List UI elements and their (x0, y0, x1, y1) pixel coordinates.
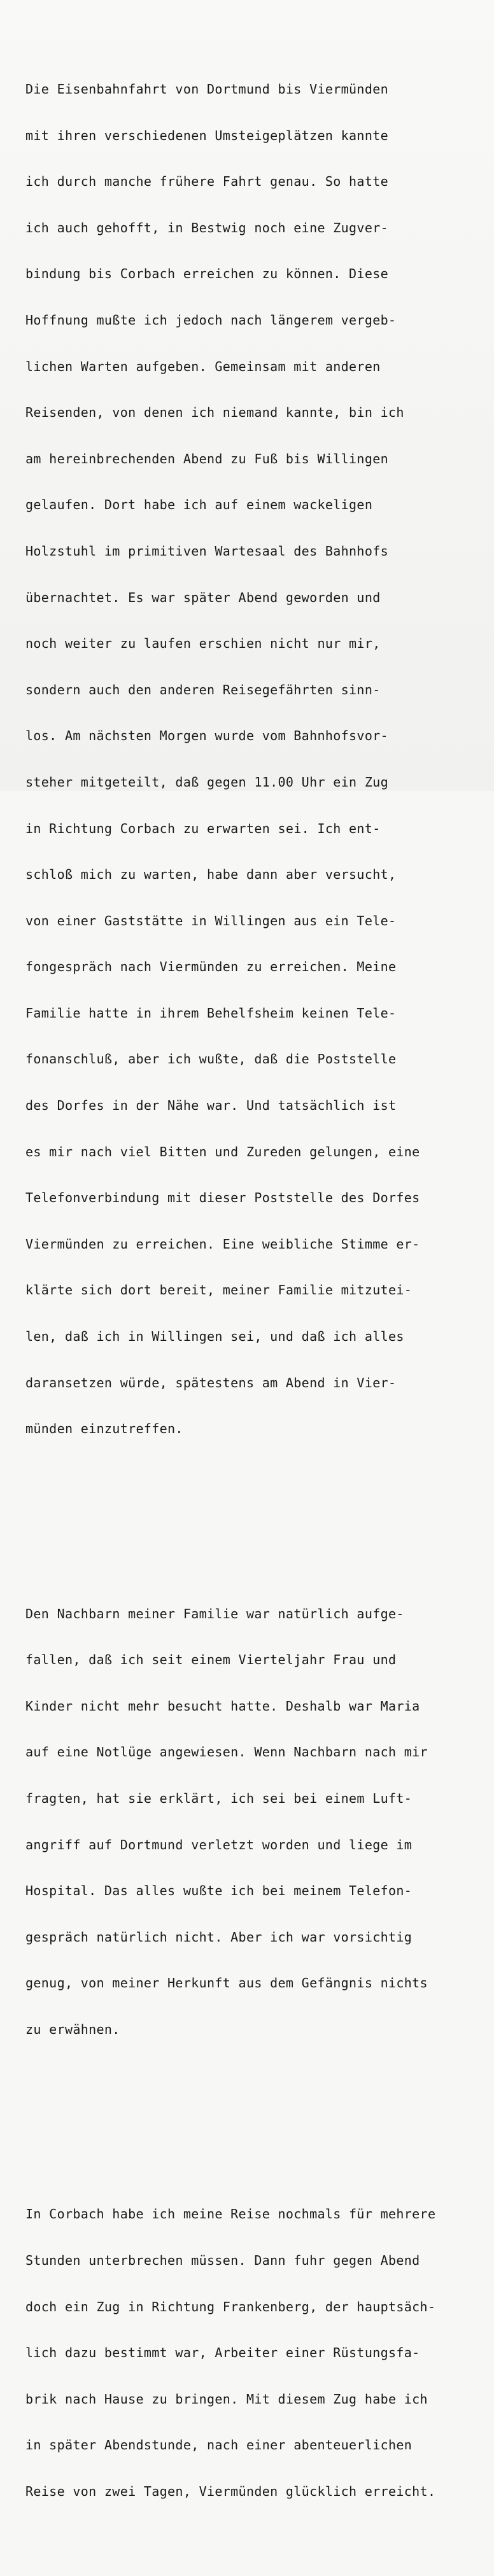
text-line: lichen Warten aufgeben. Gemeinsam mit anderen (25, 358, 381, 374)
text-line: des Dorfes in der Nähe war. Und tatsächlich ist (25, 1098, 397, 1114)
text-line: auf eine Notlüge angewiesen. Wenn Nachbarn nach mir (25, 1744, 428, 1760)
text-line: mit ihren verschiedenen Umsteigeplätzen kannte (25, 127, 388, 143)
text-line: schloß mich zu warten, habe dann aber versucht, (25, 867, 397, 883)
text-line: In Corbach habe ich meine Reise nochmals für mehrere (25, 2206, 436, 2222)
text-line: Den Nachbarn meiner Familie war natürlich aufge- (25, 1606, 404, 1621)
text-line: fonanschluß, aber ich wußte, daß die Poststelle (25, 1051, 397, 1067)
text-line: münden einzutreffen. (25, 1421, 183, 1437)
text-line: am hereinbrechenden Abend zu Fuß bis Willingen (25, 451, 388, 466)
text-line: von einer Gaststätte in Willingen aus ein Tele- (25, 913, 397, 928)
text-line: steher mitgeteilt, daß gegen 11.00 Uhr ein Zug (25, 774, 388, 790)
text-line: fragten, hat sie erklärt, ich sei bei einem Luft- (25, 1791, 413, 1807)
text-line: doch ein Zug in Richtung Frankenberg, der hauptsäch- (25, 2299, 436, 2314)
text-line: genug, von meiner Herkunft aus dem Gefängnis nichts (25, 1975, 428, 1991)
paragraph-spacer (25, 1513, 494, 1529)
text-line: zu erwähnen. (25, 2021, 120, 2037)
text-line: los. Am nächsten Morgen wurde vom Bahnhofsvor- (25, 728, 388, 744)
text-line: Viermünden zu erreichen. Eine weibliche Stimme er- (25, 1236, 420, 1252)
text-line: Die Eisenbahnfahrt von Dortmund bis Viermünden (25, 81, 388, 97)
document-text (25, 4, 494, 2576)
text-line: Hospital. Das alles wußte ich bei meinem Telefon- (25, 1883, 413, 1899)
text-line: Familie hatte in ihrem Behelfsheim keinen Tele- (25, 1005, 397, 1021)
text-line: fallen, daß ich seit einem Vierteljahr Frau und (25, 1652, 397, 1668)
text-line: fongespräch nach Viermünden zu erreichen. Meine (25, 959, 397, 975)
text-line: Stunden unterbrechen müssen. Dann fuhr gegen Abend (25, 2252, 420, 2268)
text-line: Kinder nicht mehr besucht hatte. Deshalb war Maria (25, 1698, 420, 1714)
paragraph-spacer (25, 2114, 494, 2129)
text-line: in Richtung Corbach zu erwarten sei. Ich ent- (25, 820, 381, 836)
text-line: klärte sich dort bereit, meiner Familie mitzutei- (25, 1282, 413, 1298)
text-line: daransetzen würde, spätestens am Abend in Vier- (25, 1375, 397, 1390)
text-line: sondern auch den anderen Reisegefährten sinn- (25, 682, 381, 697)
text-line: Reisenden, von denen ich niemand kannte, bin ich (25, 405, 404, 421)
text-line: Hoffnung mußte ich jedoch nach längerem vergeb- (25, 312, 397, 328)
text-line: Holzstuhl im primitiven Wartesaal des Bahnhofs (25, 543, 388, 559)
text-line: angriff auf Dortmund verletzt worden und liege im (25, 1837, 413, 1852)
text-line: übernachtet. Es war später Abend geworden und (25, 589, 381, 605)
text-line: ich durch manche frühere Fahrt genau. So hatte (25, 174, 388, 190)
text-line: in später Abendstunde, nach einer abenteuerlichen (25, 2437, 413, 2453)
paragraph-1 (25, 51, 494, 1467)
text-line: bindung bis Corbach erreichen zu können. Diese (25, 266, 388, 282)
text-line: ich auch gehofft, in Bestwig noch eine Zugver- (25, 220, 388, 235)
text-line: brik nach Hause zu bringen. Mit diesem Zug habe ich (25, 2391, 428, 2407)
text-line: gelaufen. Dort habe ich auf einem wackeligen (25, 497, 373, 513)
paragraph-2 (25, 1575, 494, 2068)
text-line: noch weiter zu laufen erschien nicht nur mir, (25, 636, 381, 652)
text-line: Reise von zwei Tagen, Viermünden glücklich erreicht. (25, 2483, 436, 2499)
paragraph-3 (25, 2176, 494, 2530)
text-line: es mir nach viel Bitten und Zureden gelungen, eine (25, 1144, 420, 1159)
text-line: lich dazu bestimmt war, Arbeiter einer Rüstungsfa- (25, 2345, 420, 2361)
text-line: Telefonverbindung mit dieser Poststelle des Dorfes (25, 1190, 420, 1206)
text-line: len, daß ich in Willingen sei, und daß ich alles (25, 1329, 404, 1345)
text-line: gespräch natürlich nicht. Aber ich war vorsichtig (25, 1929, 413, 1945)
